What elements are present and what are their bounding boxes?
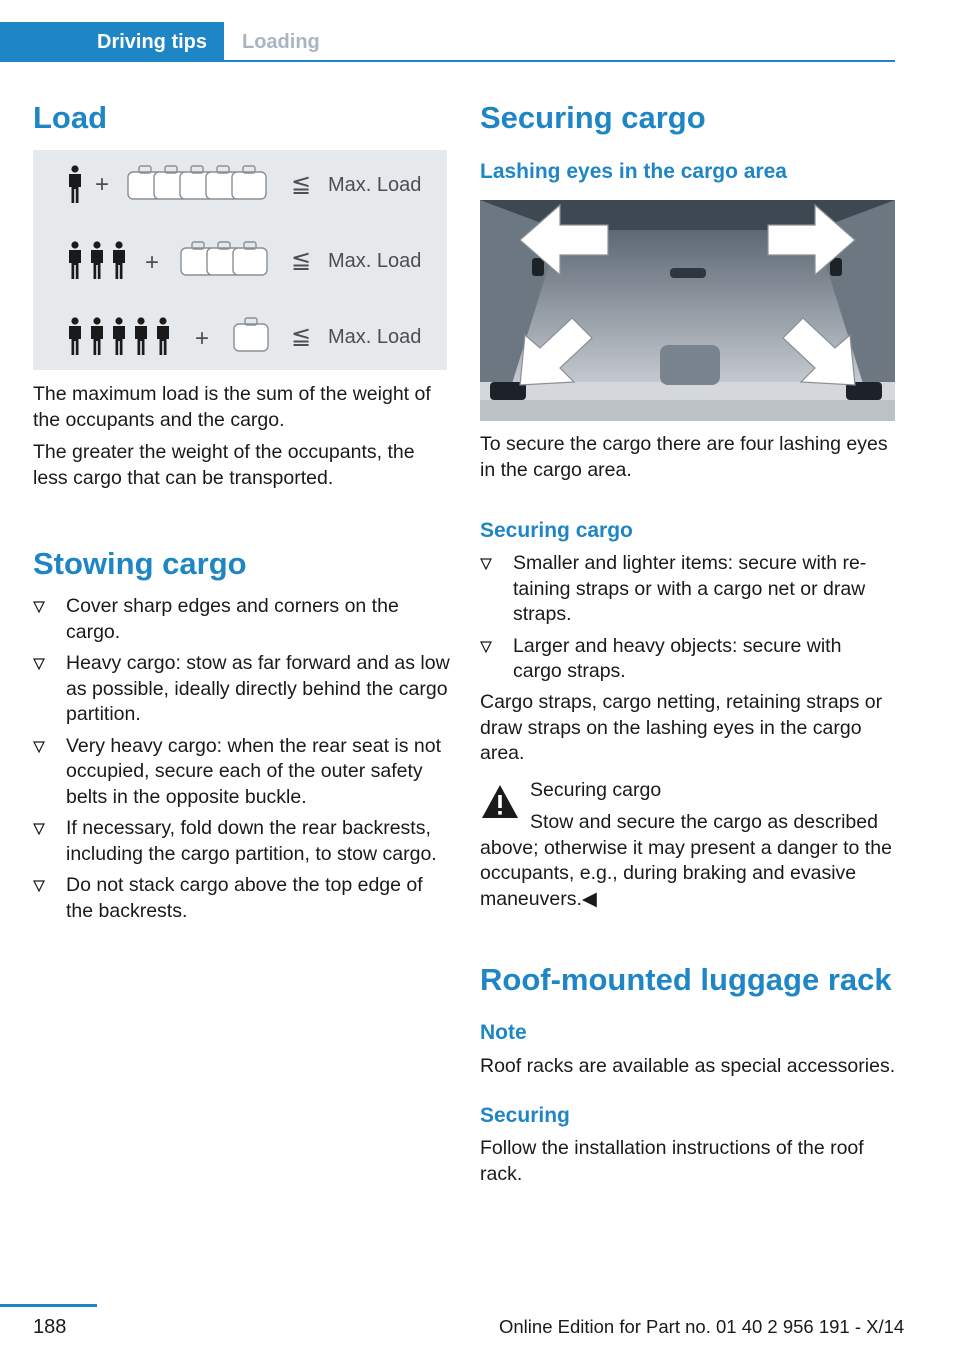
load-row-1: [69, 165, 421, 203]
list-item-text: If necessary, fold down the rear backrests, including the cargo partition, to stow cargo.: [66, 817, 437, 865]
load-para-1: The maximum load is the sum of the weight of the occupants and the cargo.: [33, 383, 431, 431]
list-item-text: Smaller and lighter items: secure with re‐taining straps or with a cargo net or draw straps.: [513, 552, 867, 625]
bullet-triangle-icon: [33, 658, 45, 670]
stowing-heading: Stowing cargo: [33, 546, 247, 581]
person-icon: [113, 241, 125, 279]
securing-list: [480, 551, 895, 691]
lashing-eye-icon: [532, 258, 544, 276]
warning-title: Securing cargo: [530, 779, 662, 801]
bullet-triangle-icon: [33, 741, 45, 753]
max-load-label: Max. Load: [328, 326, 422, 348]
footer-rule: [0, 1304, 97, 1307]
securing-cargo-heading: Securing cargo: [480, 100, 706, 135]
bullet-triangle-icon: [33, 823, 45, 835]
stowing-list: [33, 594, 453, 930]
warning-text-content: Stow and secure the cargo as described above; otherwise it may present a danger to the occupants, e.g., during braking and evasive maneuvers.◀: [480, 811, 892, 910]
luggage-icon: [233, 242, 267, 275]
svg-text:≦: ≦: [291, 170, 312, 198]
svg-text:≦: ≦: [291, 322, 312, 350]
roof-rack-heading: Roof-mounted luggage rack: [480, 962, 892, 997]
person-icon: [91, 241, 103, 279]
straps-para: Cargo straps, cargo netting, retaining straps or draw straps on the lashing eyes in the cargo area.: [480, 691, 883, 764]
list-item: [33, 594, 453, 645]
list-item: [33, 873, 453, 924]
list-item: [480, 551, 895, 628]
person-icon: [113, 317, 125, 355]
list-item-text: Cover sharp edges and corners on the cargo.: [66, 595, 399, 643]
list-item-text: Very heavy cargo: when the rear seat is not occupied, secure each of the outer safety belts in the opposite buckle.: [66, 734, 442, 808]
max-load-label: Max. Load: [328, 250, 422, 272]
bullet-triangle-icon: [480, 558, 492, 570]
list-item: [33, 734, 453, 811]
page-number: 188: [33, 1316, 67, 1338]
person-icon: [69, 241, 81, 279]
svg-text:+: +: [195, 325, 210, 352]
list-item-text: Larger and heavy objects: secure with cargo straps.: [513, 634, 842, 682]
tab-driving-tips[interactable]: Driving tips: [0, 22, 224, 62]
tab-loading[interactable]: Loading: [242, 31, 320, 53]
person-icon: [69, 165, 81, 203]
note-heading: Note: [480, 1021, 527, 1044]
lashing-eyes-para: To secure the cargo there are four lashing eyes in the cargo area.: [480, 433, 888, 481]
lashing-eyes-subheading: Lashing eyes in the cargo area: [480, 160, 787, 183]
load-row-2: [69, 241, 421, 279]
list-item-text: Do not stack cargo above the top edge of the backrests.: [66, 874, 423, 922]
svg-text:+: +: [145, 249, 160, 276]
bullet-triangle-icon: [480, 641, 492, 653]
cargo-area-illustration: [480, 200, 895, 421]
list-item-text: Heavy cargo: stow as far forward and as low as possible, ideally directly behind the cargo partition.: [66, 652, 450, 725]
load-row-3: [69, 317, 421, 355]
person-icon: [135, 317, 147, 355]
securing-cargo-subheading: Securing cargo: [480, 519, 633, 542]
list-item: [33, 816, 453, 867]
luggage-icon: [234, 318, 268, 351]
securing-text: Follow the installation instructions of the roof rack.: [480, 1137, 864, 1185]
svg-text:≦: ≦: [291, 246, 312, 274]
list-item: [33, 651, 453, 728]
bullet-triangle-icon: [33, 601, 45, 613]
securing-heading: Securing: [480, 1104, 570, 1127]
svg-text:+: +: [95, 171, 110, 198]
luggage-icon: [232, 166, 266, 199]
person-icon: [91, 317, 103, 355]
warning-text: [480, 810, 895, 912]
list-item: [480, 634, 895, 685]
person-icon: [69, 317, 81, 355]
load-diagram-svg: [33, 150, 447, 370]
load-para-2: The greater the weight of the occupants, the less cargo that can be transported.: [33, 441, 415, 489]
bullet-triangle-icon: [33, 880, 45, 892]
cargo-area-photo: [480, 200, 895, 421]
person-icon: [157, 317, 169, 355]
chapter-header: [0, 22, 895, 62]
note-text: Roof racks are available as special accessories.: [480, 1055, 896, 1077]
max-load-label: Max. Load: [328, 174, 422, 196]
edition-text: Online Edition for Part no. 01 40 2 956 191 - X/14: [499, 1316, 905, 1337]
load-diagram: [33, 150, 447, 370]
load-heading: Load: [33, 100, 108, 135]
